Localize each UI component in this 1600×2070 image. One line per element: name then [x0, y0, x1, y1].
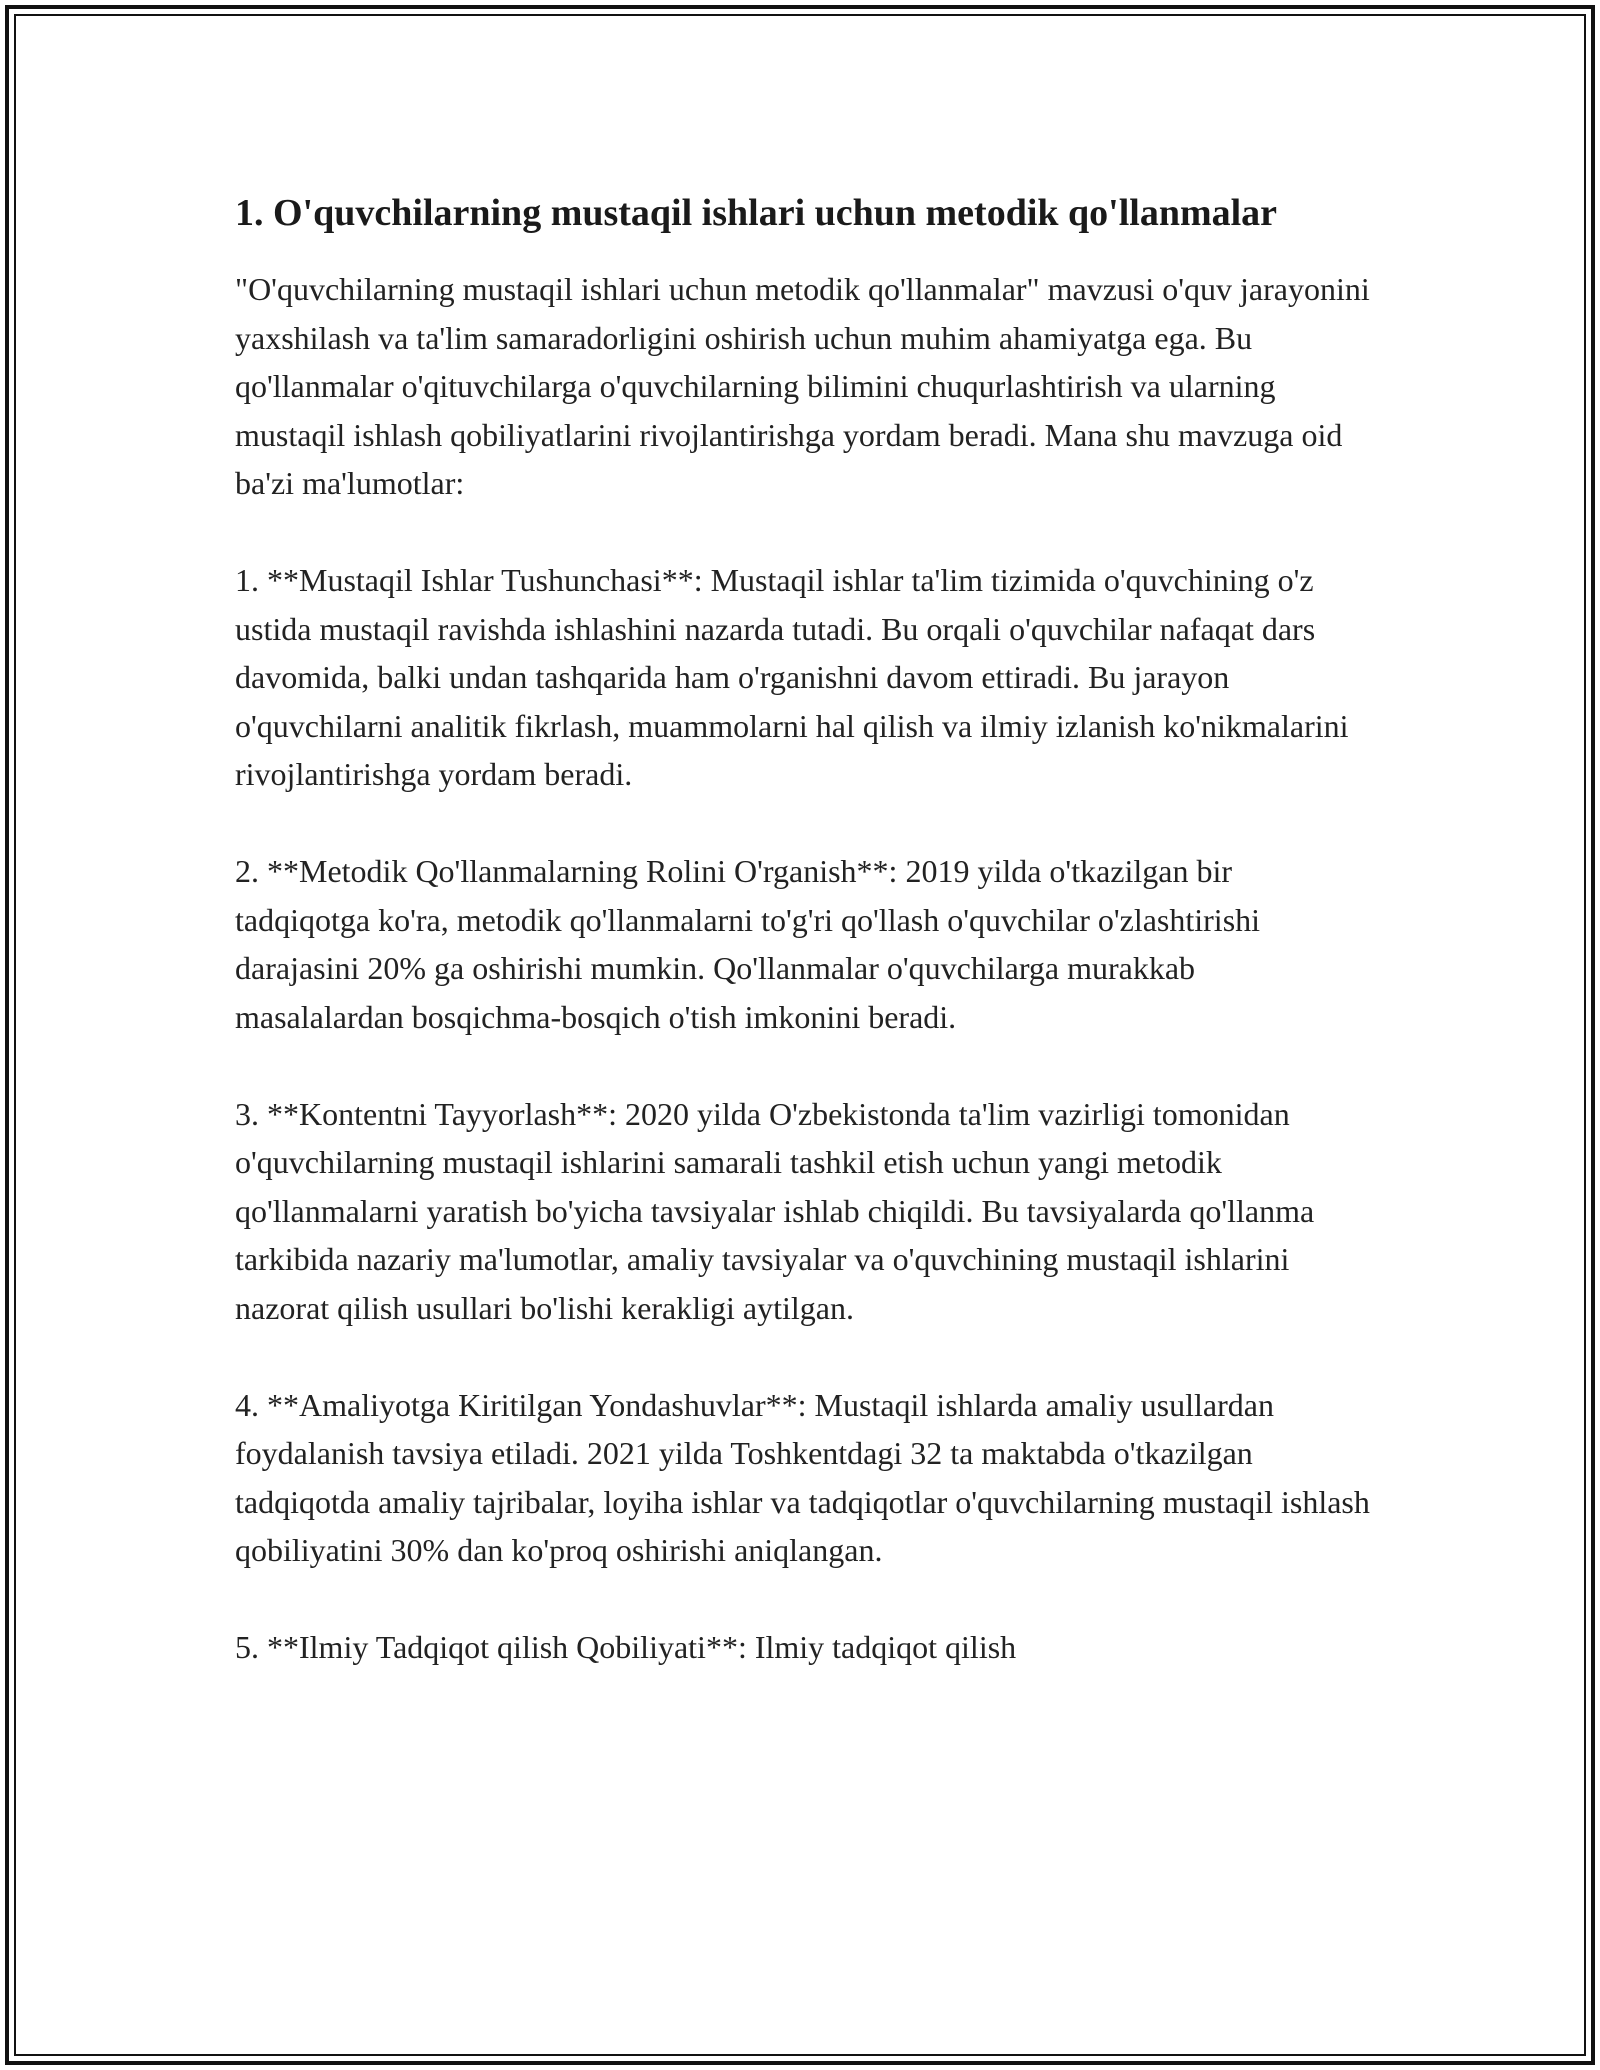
- intro-paragraph: "O'quvchilarning mustaqil ishlari uchun metodik qo'llanmalar" mavzusi o'quv jarayonini yaxshilash va ta'lim samaradorligini oshirish uchun muhim ahamiyatga ega. Bu qo'llanmalar o'qituvchilarga o'quvchilarning bilimini chuqurlashtirish va ularning mustaqil ishlash qobiliyatlarini rivojlantirishga yordam beradi. Mana shu mavzuga oid ba'zi ma'lumotlar:: [235, 271, 1370, 501]
- document-body: [235, 186, 1370, 1720]
- section-heading: 1. O'quvchilarning mustaqil ishlari uchun metodik qo'llanmalar: [235, 192, 1278, 234]
- list-item-4: 4. **Amaliyotga Kiritilgan Yondashuvlar**: Mustaqil ishlarda amaliy usullardan foydalanish tavsiya etiladi. 2021 yilda Toshkentdagi 32 ta maktabda o'tkazilgan tadqiqotda amaliy tajribalar, loyiha ishlar va tadqiqotlar o'quvchilarning mustaqil ishlash qobiliyatini 30% dan ko'proq oshirishi aniqlangan.: [235, 1386, 1370, 1568]
- list-item-5: 5. **Ilmiy Tadqiqot qilish Qobiliyati**: Ilmiy tadqiqot qilish: [235, 1629, 1017, 1665]
- list-item-2: 2. **Metodik Qo'llanmalarning Rolini O'rganish**: 2019 yilda o'tkazilgan bir tadqiqotga ko'ra, metodik qo'llanmalarni to'g'ri qo'llash o'quvchilar o'zlashtirishi darajasini 20% ga oshirishi mumkin. Qo'llanmalar o'quvchilarga murakkab masalalardan bosqichma-bosqich o'tish imkonini beradi.: [235, 853, 1261, 1035]
- list-item-1: 1. **Mustaqil Ishlar Tushunchasi**: Mustaqil ishlar ta'lim tizimida o'quvchining o'z ustida mustaqil ravishda ishlashini nazarda tutadi. Bu orqali o'quvchilar nafaqat dars davomida, balki undan tashqarida ham o'rganishni davom ettiradi. Bu jarayon o'quvchilarni analitik fikrlash, muammolarni hal qilish va ilmiy izlanish ko'nikmalarini rivojlantirishga yordam beradi.: [235, 562, 1349, 792]
- list-item-3: 3. **Kontentni Tayyorlash**: 2020 yilda O'zbekistonda ta'lim vazirligi tomonidan o'quvchilarning mustaqil ishlarini samarali tashkil etish uchun yangi metodik qo'llanmalarni yaratish bo'yicha tavsiyalar ishlab chiqildi. Bu tavsiyalarda qo'llanma tarkibida nazariy ma'lumotlar, amaliy tavsiyalar va o'quvchining mustaqil ishlarini nazorat qilish usullari bo'lishi kerakligi aytilgan.: [235, 1095, 1315, 1326]
